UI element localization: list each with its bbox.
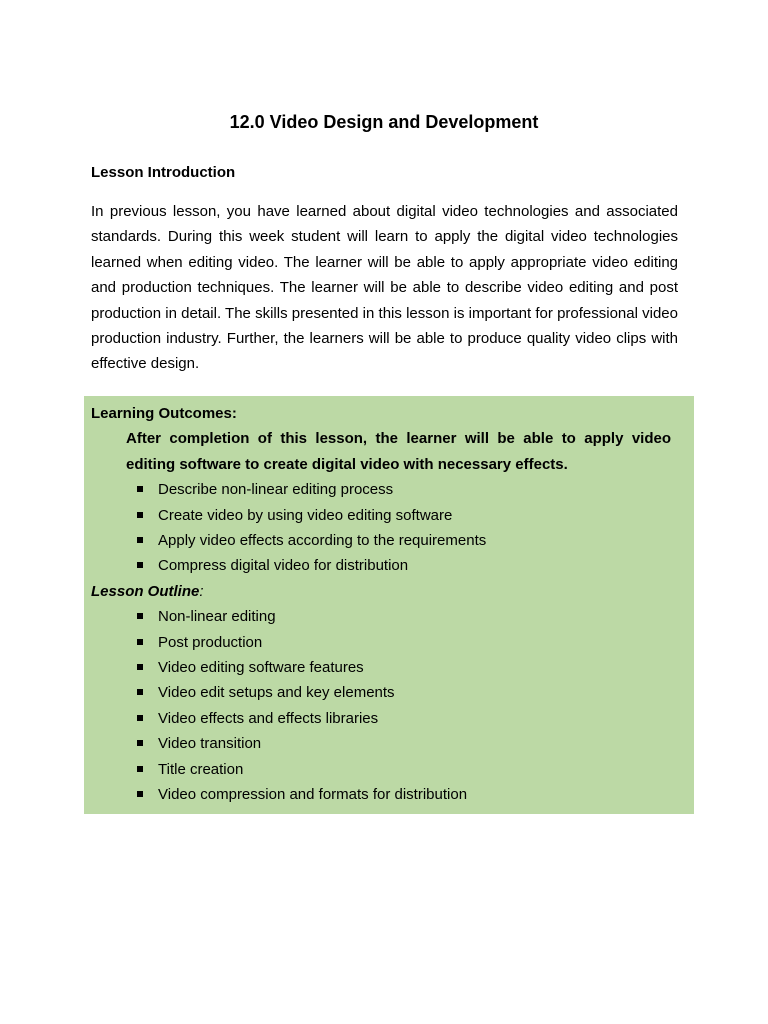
list-item (91, 655, 681, 680)
list-item (91, 503, 681, 528)
lesson-introduction-heading: Lesson Introduction (91, 164, 236, 181)
learning-box-content (91, 401, 681, 807)
list-item-text: Video compression and formats for distribution (158, 785, 468, 803)
square-bullet-icon (137, 639, 143, 645)
list-item-text: Video transition (158, 735, 262, 753)
square-bullet-icon (137, 486, 143, 492)
list-item-text: Apply video effects according to the requirements (158, 531, 487, 549)
square-bullet-icon (137, 766, 143, 772)
square-bullet-icon (137, 689, 143, 695)
list-item (91, 477, 681, 502)
list-item (91, 604, 681, 629)
list-item-text: Video edit setups and key elements (158, 684, 395, 702)
list-item (91, 706, 681, 731)
learning-outcomes-heading: Learning Outcomes: (91, 405, 237, 422)
list-item-text: Video editing software features (158, 658, 364, 676)
lesson-outline-colon: : (199, 582, 204, 600)
list-item (91, 630, 681, 655)
list-item (91, 782, 681, 807)
list-item-text: Video effects and effects libraries (158, 709, 379, 727)
square-bullet-icon (137, 613, 143, 619)
lesson-outline-heading (91, 579, 681, 604)
list-item-text: Title creation (158, 760, 244, 778)
page-title: 12.0 Video Design and Development (229, 112, 539, 132)
lesson-outline-list (91, 604, 681, 807)
square-bullet-icon (137, 512, 143, 518)
list-item-text: Compress digital video for distribution (158, 557, 409, 575)
learning-box (84, 396, 694, 814)
list-item (91, 680, 681, 705)
list-item (91, 528, 681, 553)
square-bullet-icon (137, 664, 143, 670)
square-bullet-icon (137, 537, 143, 543)
list-item-text: Create video by using video editing software (158, 506, 453, 524)
list-item-text: Describe non-linear editing process (158, 481, 394, 499)
learning-outcomes-list (91, 477, 681, 579)
square-bullet-icon (137, 715, 143, 721)
square-bullet-icon (137, 791, 143, 797)
lesson-introduction-paragraph: In previous lesson, you have learned about digital video technologies and associated standards. During this week student will learn to apply the digital video technologies learned when editing video. The learner will be able to apply appropriate video editing and production techniques. The learner will be able to describe video editing and post production in detail. The skills presented in this lesson is important for professional video production industry. Further, the learners will be able to produce quality video clips with effective design. (91, 203, 678, 373)
list-item (91, 731, 681, 756)
lesson-outline-heading-text: Lesson Outline (91, 582, 200, 600)
learning-outcomes-intro: After completion of this lesson, the learner will be able to apply video editing software to create digital video with necessary effects. (126, 430, 671, 473)
square-bullet-icon (137, 562, 143, 568)
list-item (91, 553, 681, 578)
list-item (91, 757, 681, 782)
list-item-text: Post production (158, 633, 263, 651)
square-bullet-icon (137, 740, 143, 746)
list-item-text: Non-linear editing (158, 608, 276, 626)
